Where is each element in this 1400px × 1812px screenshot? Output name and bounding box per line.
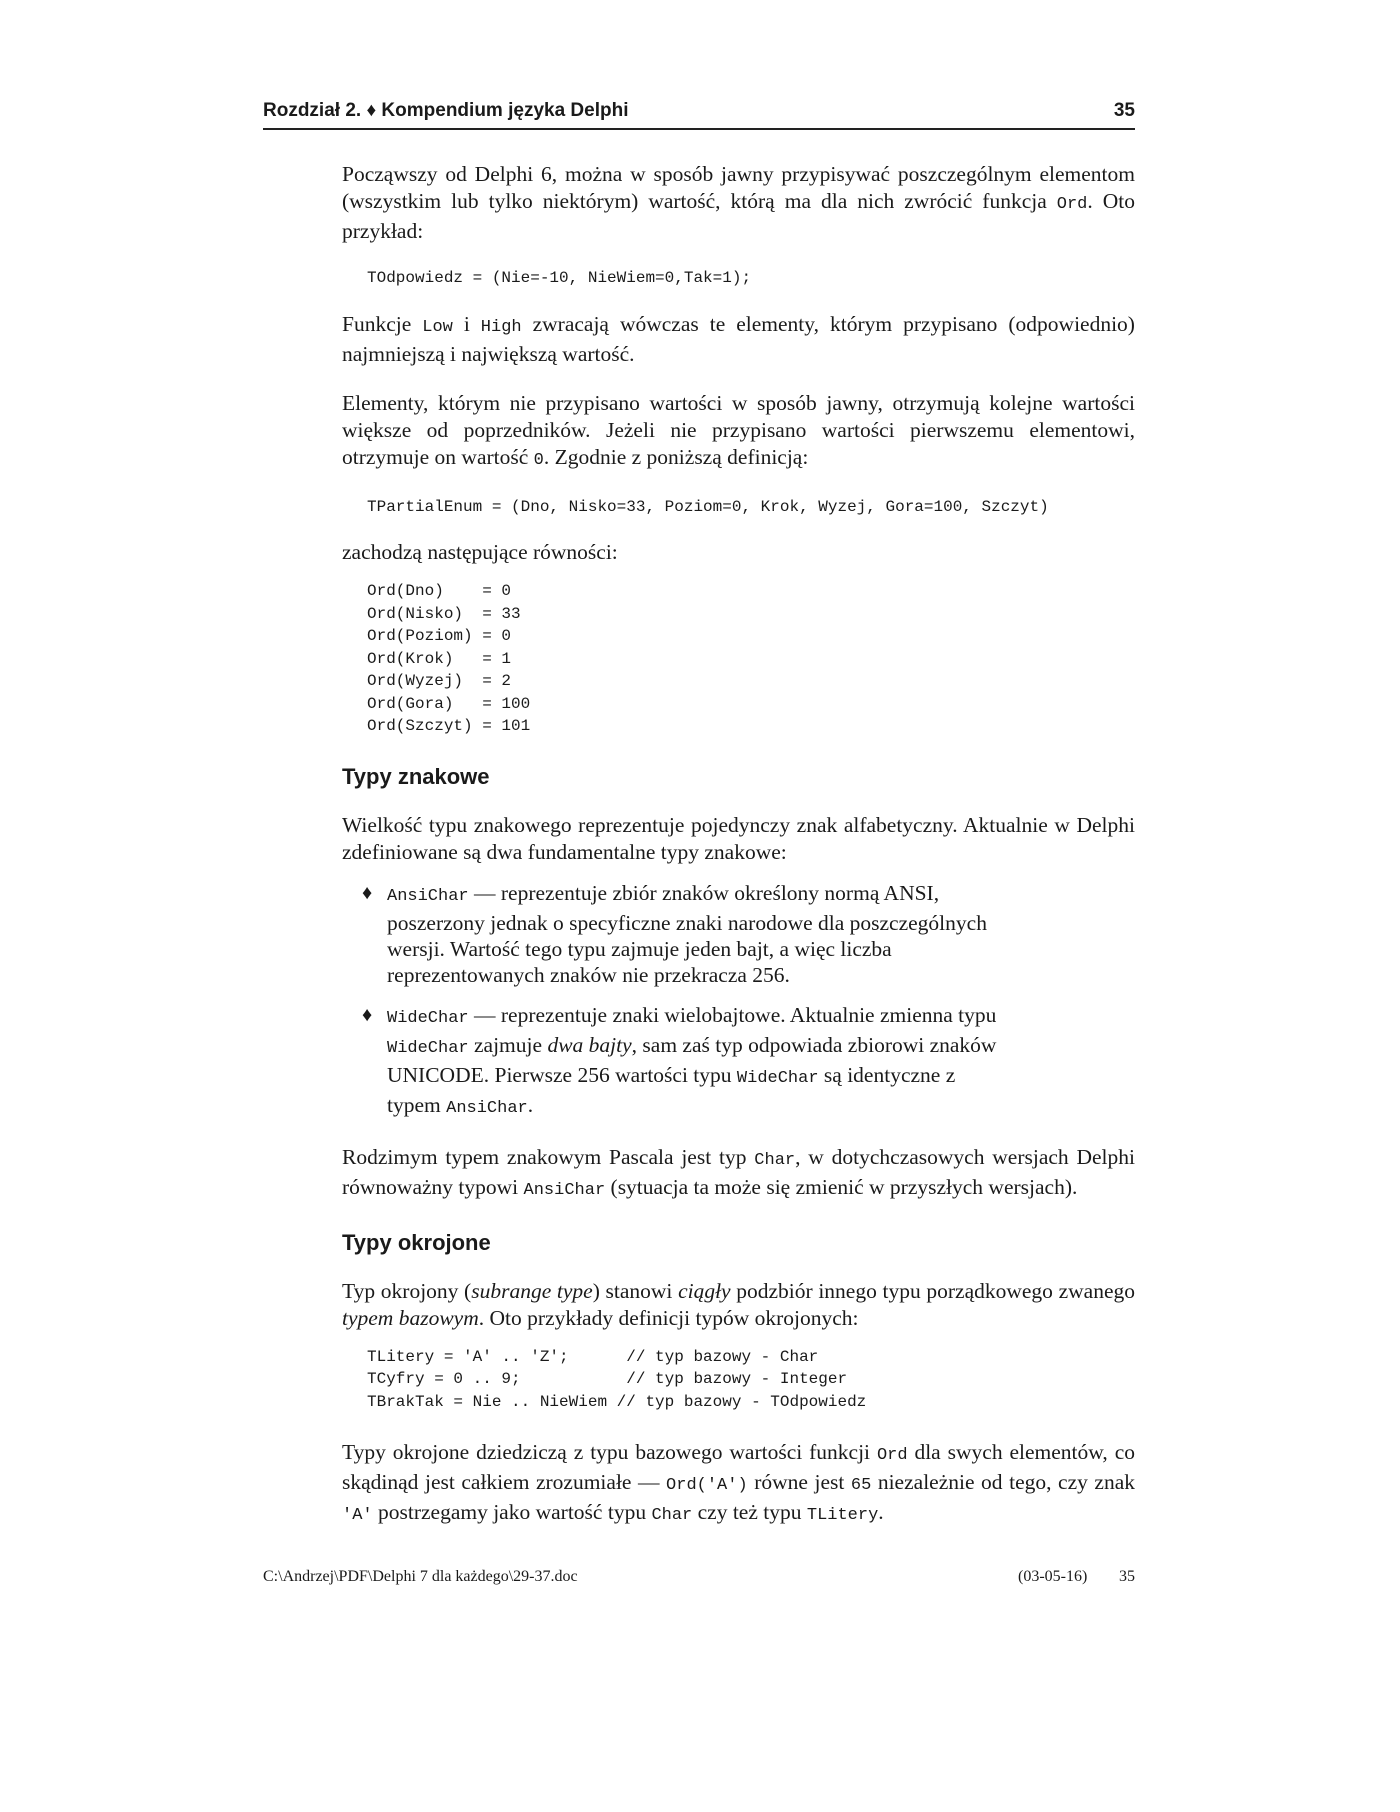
footer-file-path: C:\Andrzej\PDF\Delphi 7 dla każdego\29-37.doc: [263, 1568, 578, 1585]
code-block-ord-equalities: Ord(Dno) = 0 Ord(Nisko) = 33 Ord(Poziom) = 0 Ord(Krok) = 1 Ord(Wyzej) = 2 Ord(Gora) = 100 Ord(Szczyt) = 101: [367, 582, 531, 735]
footer-date: (03-05-16): [1018, 1568, 1088, 1585]
code-block-subrange-examples: TLitery = 'A' .. 'Z'; // typ bazowy - Char TCyfry = 0 .. 9; // typ bazowy - Integer TBrakTak = Nie .. NieWiem // typ bazowy - TOdpowiedz: [367, 1347, 867, 1411]
chapter-title: Rozdział 2. ♦ Kompendium języka Delphi: [263, 100, 629, 121]
char-type-list: [342, 880, 1135, 1122]
inline-code: WideChar: [387, 1008, 469, 1028]
paragraph-ord-intro: Począwszy od Delphi 6, można w sposób jawny przypisywać poszczególnym elementom (wszystkim lub tylko niektórym) wartość, którą ma dla nich zwrócić funkcja Ord. Oto przykład:: [342, 162, 1135, 243]
running-header: [263, 100, 1135, 130]
inline-code: WideChar: [736, 1068, 819, 1088]
page-body: [342, 161, 1135, 1551]
diamond-bullet-icon: ♦: [362, 1003, 373, 1026]
paragraph-low-high: Funkcje Low i High zwracają wówczas te elementy, którym przypisano (odpowiednio) najmniejszą i największą wartość.: [342, 311, 1135, 366]
paragraph-char-types: Wielkość typu znakowego reprezentuje pojedynczy znak alfabetyczny. Aktualnie w Delphi zdefiniowane są dwa fundamentalne typy znakowe:: [342, 812, 1135, 864]
inline-code: AnsiChar: [446, 1098, 528, 1118]
inline-code: Char: [651, 1506, 693, 1525]
inline-code: 'A': [342, 1506, 373, 1525]
paragraph-subrange-ord: Typy okrojone dziedziczą z typu bazowego wartości funkcji Ord dla swych elementów, co skądinąd jest całkiem zrozumiałe — Ord('A') równe jest 65 niezależnie od tego, czy znak 'A' postrzegamy jako wartość typu Char czy też typu TLitery.: [342, 1440, 1135, 1525]
inline-code: Char: [754, 1150, 796, 1170]
list-item-widechar: ♦ WideChar — reprezentuje znaki wielobajtowe. Aktualnie zmienna typu WideChar zajmuje dwa bajty, sam zaś typ odpowiada zbiorowi znaków UNICODE. Pierwsze 256 wartości typu WideChar są identyczne z typem AnsiChar.: [362, 1002, 997, 1118]
inline-code: AnsiChar: [523, 1180, 606, 1200]
inline-code: Ord: [1056, 195, 1088, 214]
inline-code: High: [480, 317, 522, 337]
paragraph-equalities-intro: zachodzą następujące równości:: [342, 540, 618, 564]
code-block-tpartialenum: TPartialEnum = (Dno, Nisko=33, Poziom=0, Krok, Wyzej, Gora=100, Szczyt): [367, 497, 1049, 516]
inline-code: 65: [850, 1476, 872, 1495]
diamond-bullet-icon: ♦: [362, 881, 373, 904]
paragraph-subrange-intro: Typ okrojony (subrange type) stanowi ciągły podzbiór innego typu porządkowego zwanego typem bazowym. Oto przykłady definicji typów okrojonych:: [342, 1278, 1135, 1330]
footer-page-number: 35: [1119, 1568, 1135, 1585]
inline-code: TLitery: [806, 1506, 879, 1525]
inline-code: Low: [422, 317, 453, 337]
inline-code: AnsiChar: [387, 886, 469, 906]
code-block-todpowiedz: TOdpowiedz = (Nie=-10, NieWiem=0,Tak=1);: [367, 269, 752, 287]
section-heading-subrange-types: Typy okrojone: [342, 1229, 491, 1255]
paragraph-char-type: Rodzimym typem znakowym Pascala jest typ Char, w dotychczasowych wersjach Delphi równoważny typowi AnsiChar (sytuacja ta może się zmienić w przyszłych wersjach).: [342, 1144, 1135, 1200]
section-heading-char-types: Typy znakowe: [342, 763, 490, 789]
inline-code: Ord: [876, 1446, 908, 1465]
list-item-ansichar: ♦ AnsiChar — reprezentuje zbiór znaków określony normą ANSI, poszerzony jednak o specyficzne znaki narodowe dla poszczególnych wersji. Wartość tego typu zajmuje jeden bajt, a więc liczba reprezentowanych znaków nie przekracza 256.: [362, 880, 987, 987]
inline-code: WideChar: [387, 1038, 469, 1058]
paragraph-implicit-values: Elementy, którym nie przypisano wartości w sposób jawny, otrzymują kolejne wartości większe od poprzedników. Jeżeli nie przypisano wartości pierwszemu elementowi, otrzymuje on wartość 0. Zgodnie z poniższą definicją:: [342, 390, 1135, 470]
inline-code: Ord('A'): [666, 1476, 748, 1495]
page-number: 35: [1113, 100, 1135, 121]
inline-code: 0: [533, 450, 544, 470]
